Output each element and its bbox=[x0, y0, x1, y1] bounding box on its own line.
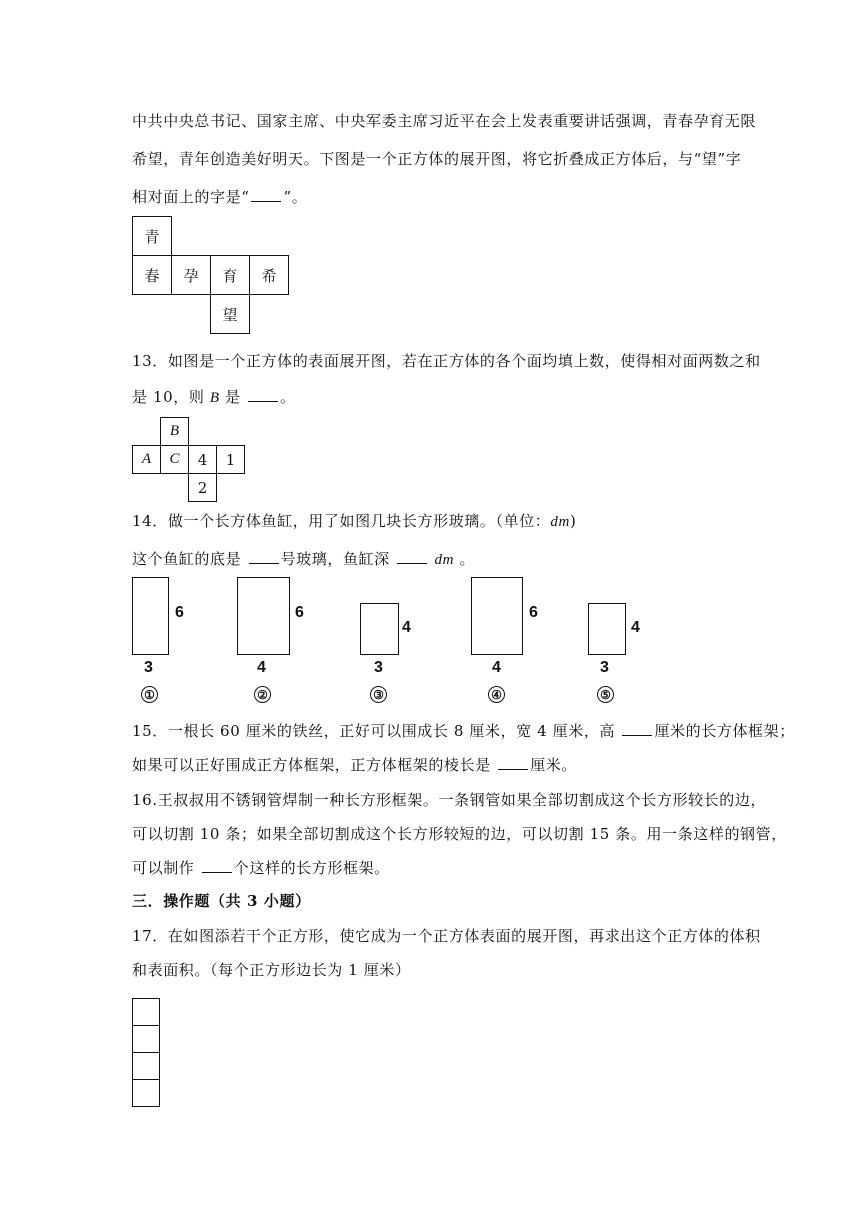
glass-panel-5 bbox=[588, 603, 626, 655]
net-face-b: B bbox=[160, 417, 189, 446]
net-face-a: A bbox=[132, 445, 161, 474]
panel-5-number: ⑤ bbox=[597, 686, 614, 703]
panel-5-width: 3 bbox=[600, 659, 609, 676]
q15-answer-blank-2[interactable] bbox=[498, 755, 528, 770]
q13-answer-blank[interactable] bbox=[248, 387, 278, 402]
panel-2-width: 4 bbox=[257, 659, 266, 676]
panel-4-width: 4 bbox=[492, 659, 501, 676]
q12-line-3-end: ”。 bbox=[283, 188, 308, 206]
q13-line-1: 13．如图是一个正方体的表面展开图，若在正方体的各个面均填上数，使得相对面两数之和 bbox=[132, 352, 761, 370]
net-face-2: 2 bbox=[188, 473, 217, 502]
q12-line-3 bbox=[132, 186, 307, 208]
glass-panel-2 bbox=[237, 577, 290, 655]
q15-line-2 bbox=[132, 754, 577, 776]
q15-line-1 bbox=[132, 720, 795, 742]
section-3-title: 三．操作题（共 3 小题） bbox=[132, 892, 311, 910]
q14-line-1-text: 14．做一个长方体鱼缸，用了如图几块长方形玻璃。（单位： bbox=[132, 512, 551, 530]
net-face-4: 4 bbox=[188, 445, 217, 474]
net-face-xi: 希 bbox=[249, 255, 289, 295]
net-face-yun: 孕 bbox=[171, 255, 211, 295]
q14-unit: dm bbox=[550, 514, 570, 530]
q16-line-1: 16.王叔叔用不锈钢管焊制一种长方形框架。一条钢管如果全部切割成这个长方形较长的边， bbox=[132, 791, 767, 809]
q12-line-1: 中共中央总书记、国家主席、中央军委主席习近平在会上发表重要讲话强调，青春孕育无限 bbox=[132, 112, 757, 130]
net-face-yu: 育 bbox=[210, 255, 250, 295]
panel-1-number: ① bbox=[141, 686, 158, 703]
q15-line-1-end: 厘米的长方体框架； bbox=[654, 722, 795, 740]
q12-line-3-text: 相对面上的字是“ bbox=[132, 188, 250, 206]
q16-line-3-end: 个这样的长方形框架。 bbox=[233, 859, 390, 877]
glass-panel-1 bbox=[132, 577, 169, 655]
grid-square-4 bbox=[132, 1079, 160, 1107]
q14-line-1-end: ) bbox=[569, 512, 577, 530]
q16-line-3 bbox=[132, 857, 390, 879]
grid-square-3 bbox=[132, 1052, 160, 1080]
q13-line-2-end: 。 bbox=[279, 388, 296, 406]
q15-line-2-end: 厘米。 bbox=[530, 756, 577, 774]
q15-line-2-text: 如果可以正好围成正方体框架，正方体框架的棱长是 bbox=[132, 756, 491, 774]
glass-panel-4 bbox=[471, 577, 523, 655]
q13-line-2-text: 是 10，则 bbox=[132, 388, 205, 406]
q14-line-2-text: 这个鱼缸的底是 bbox=[132, 550, 242, 568]
net-face-chun: 春 bbox=[132, 255, 172, 295]
q14-line-1 bbox=[132, 510, 576, 533]
panel-1-width: 3 bbox=[144, 659, 153, 676]
q14-line-2-mid: 号玻璃，鱼缸深 bbox=[280, 550, 390, 568]
q17-line-1: 17．在如图添若干个正方形，使它成为一个正方体表面的展开图，再求出这个正方体的体积 bbox=[132, 927, 761, 945]
q14-line-2 bbox=[132, 548, 475, 571]
panel-3-width: 3 bbox=[374, 659, 383, 676]
q14-line-2-end: 。 bbox=[459, 550, 476, 568]
q13-var-b: B bbox=[209, 390, 220, 406]
panel-3-number: ③ bbox=[370, 686, 387, 703]
q14-answer-blank-1[interactable] bbox=[249, 549, 279, 564]
panel-2-number: ② bbox=[254, 686, 271, 703]
glass-panel-3 bbox=[360, 603, 399, 655]
panel-4-number: ④ bbox=[488, 686, 505, 703]
q17-line-2: 和表面积。（每个正方形边长为 1 厘米） bbox=[132, 961, 411, 979]
q12-line-2: 希望，青年创造美好明天。下图是一个正方体的展开图，将它折叠成正方体后，与“望”字 bbox=[132, 150, 742, 168]
grid-square-1 bbox=[132, 998, 160, 1026]
q14-answer-blank-2[interactable] bbox=[397, 549, 427, 564]
q13-line-2 bbox=[132, 386, 296, 409]
panel-5-height: 4 bbox=[631, 619, 640, 636]
q13-line-2-is: 是 bbox=[224, 388, 241, 406]
q14-unit-2: dm bbox=[434, 552, 455, 568]
panel-2-height: 6 bbox=[295, 604, 304, 621]
net-face-wang: 望 bbox=[210, 294, 250, 334]
panel-3-height: 4 bbox=[402, 619, 411, 636]
net-face-qing: 青 bbox=[132, 216, 172, 256]
q16-line-2: 可以切割 10 条；如果全部切割成这个长方形较短的边，可以切割 15 条。用一条这样的钢管， bbox=[132, 825, 787, 843]
panel-1-height: 6 bbox=[175, 604, 184, 621]
panel-4-height: 6 bbox=[529, 604, 538, 621]
net-face-1: 1 bbox=[216, 445, 245, 474]
q16-line-3-text: 可以制作 bbox=[132, 859, 195, 877]
q16-answer-blank[interactable] bbox=[202, 858, 232, 873]
q15-answer-blank-1[interactable] bbox=[622, 721, 652, 736]
grid-square-2 bbox=[132, 1025, 160, 1053]
q15-line-1-text: 15．一根长 60 厘米的铁丝，正好可以围成长 8 厘米，宽 4 厘米，高 bbox=[132, 722, 616, 740]
net-face-c: C bbox=[160, 445, 189, 474]
q12-answer-blank[interactable] bbox=[251, 187, 281, 202]
